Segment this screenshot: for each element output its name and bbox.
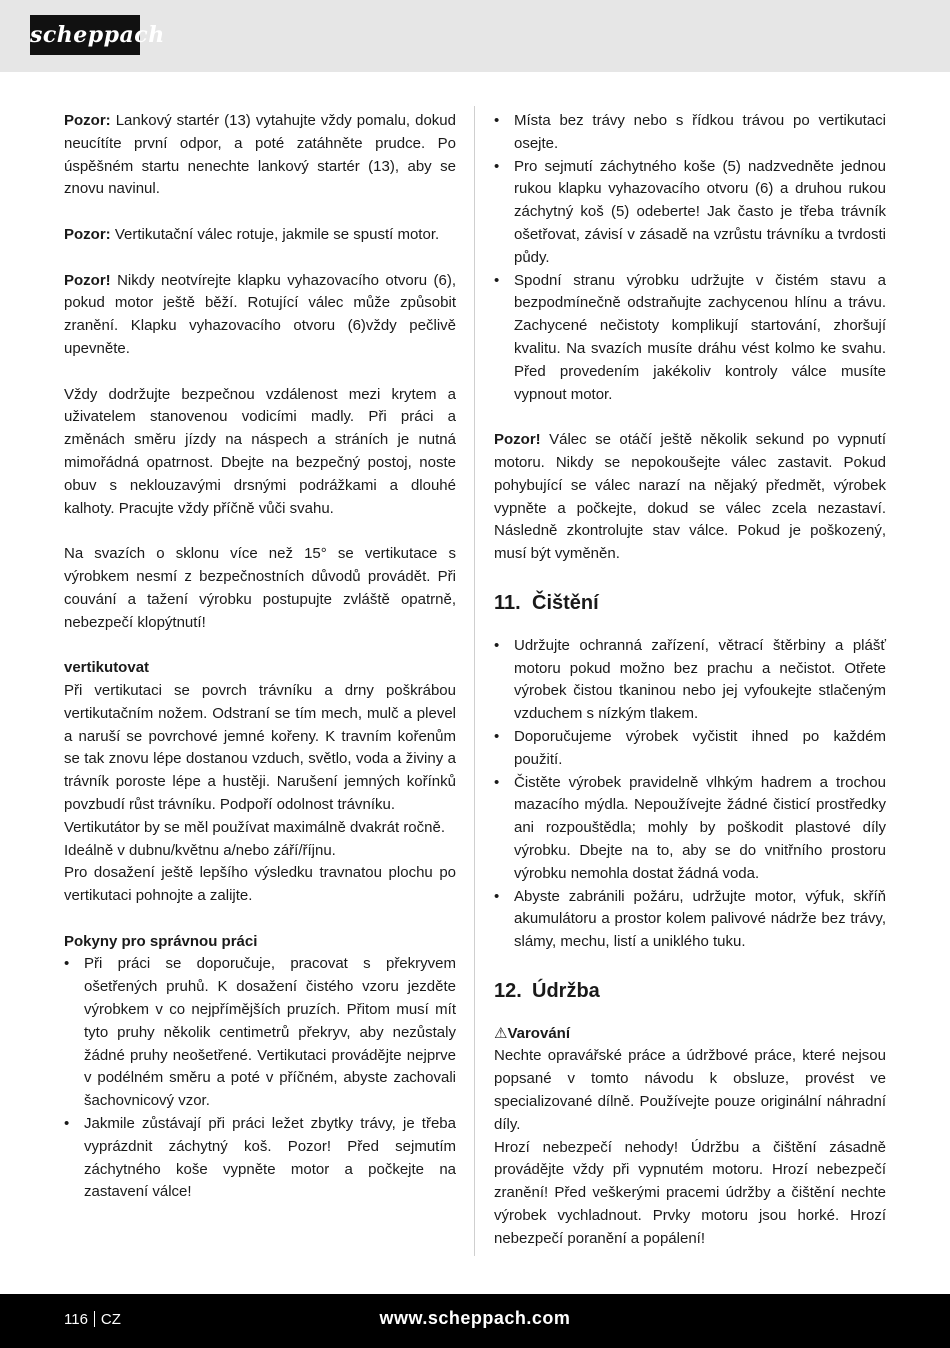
list-item: • Při práci se doporučuje, pracovat s překryvem ošetřených pruhů. K dosažení čistého vzoru jezděte výrobkem v co nejpřímějších pruzích. Přitom musí mít tyto pruhy několik centimetrů překryv, aby nezůstaly žádné pruhy neošetřené. Vertikutaci provádějte nejprve v podélném směru a poté v příčném, abyste zachovali šachovnicový vzor. xyxy=(64,953,456,1113)
list-item: • Abyste zabránili požáru, udržujte motor, výfuk, skříň akumulátoru a prostor kolem palivové nádrže bez trávy, slámy, mechu, listí a uniklého tuku. xyxy=(494,886,886,954)
list-item: • Místa bez trávy nebo s řídkou trávou po vertikutaci osejte. xyxy=(494,110,886,156)
page-header xyxy=(0,0,950,72)
section-number: 11. xyxy=(494,591,521,614)
section-title: Čištění xyxy=(532,591,599,614)
heading-pokyny xyxy=(64,931,456,954)
emphasis-pozor: Pozor! xyxy=(64,271,111,289)
paragraph-pozor-valec xyxy=(64,224,456,247)
paragraph-safe-distance: Vždy dodržujte bezpečnou vzdálenost mezi krytem a uživatelem stanovenou vodicími madly. Při práci a změnách směru jízdy na náspech a stráních je nutná mimořádná opatrnost. Dbejte na bezpečný postoj, noste obuv s neklouzavými drsnými podrážkami a dlouhé kalhoty. Pracujte vždy příčně vůči svahu. xyxy=(64,385,456,517)
website-link[interactable]: www.scheppach.com xyxy=(379,1308,571,1328)
paragraph-text: Válec se otáčí ještě několik sekund po vypnutí motoru. Nikdy se nepokoušejte válec zastavit. Pokud pohybující se válec narazí na nějaký předmět, výrobek vypněte a počkejte, dokud se válec zcela nezastaví. Následně zkontrolujte stav válce. Pokud je poškozený, musí být vyměněn. xyxy=(494,431,886,563)
language-code: CZ xyxy=(100,1311,121,1328)
paragraph-vert-1: Při vertikutaci se povrch trávníku a drny poškrábou vertikutačním nožem. Odstraní se tím mech, mulč a plevel a naruší se povrchové jemné kořeny. K travním kořenům se tak znovu lépe dostanou vzduch, světlo, voda a živiny a trávník poroste lépe a hustěji. Narušení jemných kořínků povzbudí růst trávníku. Podpoří odolnost trávníku. xyxy=(64,681,456,813)
page-footer xyxy=(0,1294,950,1348)
page-number: 116 xyxy=(64,1311,88,1328)
scheppach-logo: scheppach xyxy=(30,15,140,55)
list-item: • Doporučujeme výrobek vyčistit ihned po každém použití. xyxy=(494,726,886,772)
heading-text: Pokyny pro správnou práci xyxy=(64,932,258,950)
section-number: 12. xyxy=(494,979,522,1002)
heading-text: vertikutovat xyxy=(64,659,150,677)
paragraph-text: Nikdy neotvírejte klapku vyhazovacího otvoru (6), pokud motor ještě běží. Rotující válec může způsobit zranění. Klapku vyhazovacího otvoru (6)vždy pečlivě upevněte. xyxy=(64,271,456,357)
heading-vertikutovat xyxy=(64,657,456,680)
right-column xyxy=(494,110,886,1251)
paragraph-vert-2: Vertikutátor by se měl používat maximálně dvakrát ročně. xyxy=(64,818,446,836)
tips-list xyxy=(494,110,886,406)
cleaning-list xyxy=(494,635,886,954)
section-heading-maintenance xyxy=(494,977,886,1005)
column-divider xyxy=(474,106,475,1256)
list-item: • Spodní stranu výrobku udržujte v čistém stavu a bezpodmínečně odstraňujte zachycenou hlínu a trávu. Zachycené nečistoty komplikují startování, zhoršují kvalitu. Na svazích musíte dráhu vést kolmo ke svahu. Před provedením jakékoliv kontroly válce musíte vypnout motor. xyxy=(494,270,886,407)
list-item: • Čistěte výrobek pravidelně vlhkým hadrem a trochou mazacího mýdla. Nepoužívejte žádné čisticí prostředky ani rozpouštědla; mohly by poškodit plastové díly výrobku. Dbejte na to, aby se do vnitřního prostoru výrobku nemohla dostat žádná voda. xyxy=(494,772,886,886)
paragraph-pozor-klapka xyxy=(64,270,456,361)
paragraph-pozor-starter xyxy=(64,110,456,201)
paragraph-text: Lankový startér (13) vytahujte vždy pomalu, dokud neucítíte první odpor, a poté zatáhněte prudce. Po úspěšném startu nenechte lankový startér (13), aby se znovu navinul. xyxy=(64,112,456,198)
list-item: • Pro sejmutí záchytného koše (5) nadzvedněte jednou rukou klapku vyhazovacího otvoru (6) a druhou rukou záchytný koš (5) odeberte! Jak často je třeba trávník ošetřovat, závisí v zásadě na vzrůstu trávníku a tvrdosti půdy. xyxy=(494,156,886,270)
paragraph-text: Vertikutační válec rotuje, jakmile se spustí motor. xyxy=(110,225,440,243)
paragraph-warn-1: Nechte opravářské práce a údržbové práce, které nejsou popsané v tomto návodu k obsluze, provést ve specializované dílně. Používejte pouze originální náhradní díly. xyxy=(494,1047,886,1133)
warning-icon: ⚠ xyxy=(494,1024,508,1042)
warning-title: Varování xyxy=(507,1024,570,1042)
paragraph-slope: Na svazích o sklonu více než 15° se vertikutace s výrobkem nesmí z bezpečnostních důvodů provádět. Při couvání a tažení výrobku postupujte zvláště opatrně, nebezpečí klopýtnutí! xyxy=(64,545,456,631)
paragraph-vert-4: Pro dosažení ještě lepšího výsledku travnatou plochu po vertikutaci pohnojte a zalijte. xyxy=(64,864,456,905)
paragraph-warn-2: Hrozí nebezpečí nehody! Údržbu a čištění zásadně provádějte vždy při vypnutém motoru. Hrozí nebezpečí zranění! Před veškerými pracemi údržby a čištění nechte výrobek vychladnout. Prvky motoru jsou horké. Hrozí nebezpečí poranění a popálení! xyxy=(494,1138,886,1247)
warning-heading xyxy=(494,1023,886,1046)
emphasis-pozor: Pozor: xyxy=(64,225,111,243)
left-column xyxy=(64,110,456,1227)
emphasis-pozor: Pozor! xyxy=(494,431,541,449)
pokyny-list xyxy=(64,953,456,1204)
paragraph-pozor-rotation xyxy=(494,429,886,566)
list-item: • Jakmile zůstávají při práci ležet zbytky trávy, je třeba vyprázdnit záchytný koš. Pozor! Před sejmutím záchytného koše vypněte motor a počkejte na zastavení válce! xyxy=(64,1113,456,1204)
section-title: Údržba xyxy=(532,979,600,1002)
list-item: • Udržujte ochranná zařízení, větrací štěrbiny a plášť motoru pokud možno bez prachu a nečistot. Otřete výrobek čistou tkaninou nebo jej vyfoukejte stlačeným vzduchem s nízkým tlakem. xyxy=(494,635,886,726)
paragraph-vert-3: Ideálně v dubnu/květnu a/nebo září/říjnu. xyxy=(64,841,336,859)
section-heading-cleaning xyxy=(494,589,886,617)
emphasis-pozor: Pozor: xyxy=(64,112,111,129)
